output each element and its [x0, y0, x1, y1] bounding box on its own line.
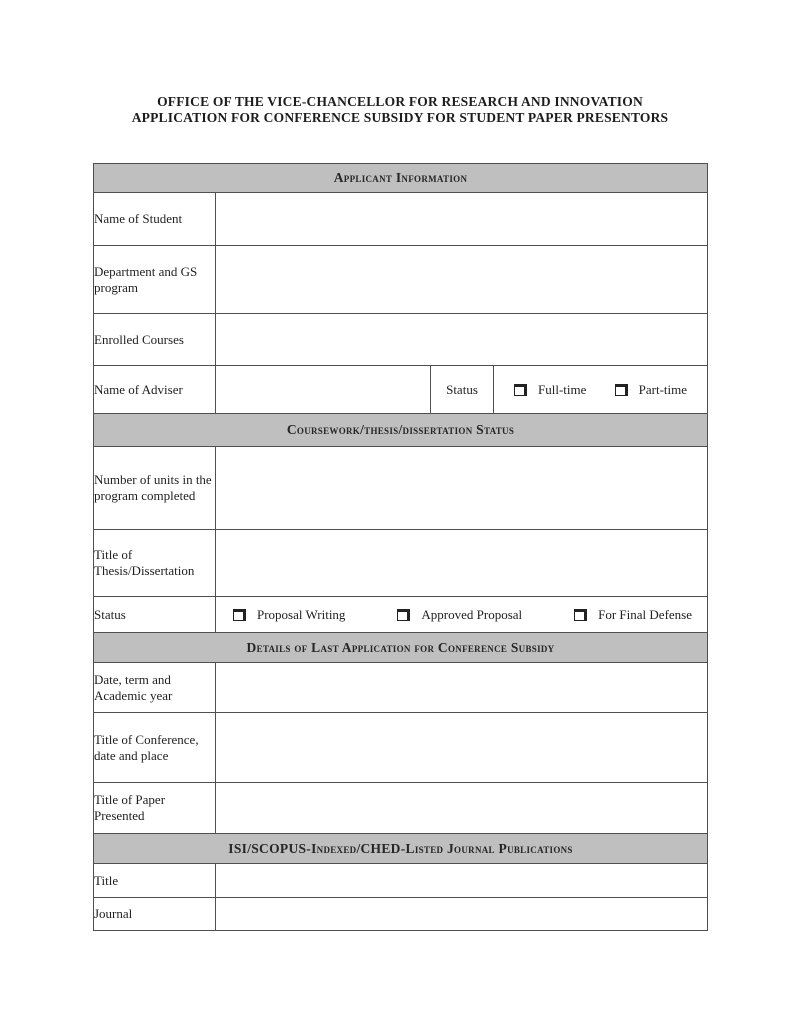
checkbox-icon[interactable]: [397, 609, 410, 621]
label-publication-title: Title: [94, 864, 216, 898]
label-thesis-title: Title of Thesis/Dissertation: [94, 530, 216, 597]
conference-title-date-place-input-cell[interactable]: [216, 713, 708, 783]
enrolled-courses-input-cell[interactable]: [216, 314, 708, 366]
checkbox-icon[interactable]: [574, 609, 587, 621]
paper-title-presented-input-cell[interactable]: [216, 783, 708, 834]
label-publication-journal: Journal: [94, 898, 216, 931]
name-of-adviser-input-cell[interactable]: [216, 366, 431, 414]
final-defense-option-label: For Final Defense: [598, 606, 692, 622]
label-adviser-status: Status: [431, 366, 494, 414]
fulltime-option-label: Full-time: [538, 381, 587, 397]
label-name-of-student: Name of Student: [94, 193, 216, 246]
parttime-option-label: Part-time: [638, 381, 688, 397]
checkbox-icon[interactable]: [514, 384, 527, 396]
label-enrolled-courses: Enrolled Courses: [94, 314, 216, 366]
label-conference-title-date-place: Title of Conference, date and place: [94, 713, 216, 783]
publication-title-input-cell[interactable]: [216, 864, 708, 898]
checkbox-icon[interactable]: [233, 609, 246, 621]
section-header-applicant-information: Applicant Information: [94, 164, 708, 193]
approved-proposal-checkbox-option[interactable]: [397, 607, 522, 623]
parttime-checkbox-option[interactable]: [615, 382, 687, 398]
approved-proposal-option-label: Approved Proposal: [421, 606, 523, 622]
label-units-completed: Number of units in the program completed: [94, 447, 216, 530]
proposal-writing-option-label: Proposal Writing: [257, 606, 346, 622]
final-defense-checkbox-option[interactable]: [574, 607, 692, 623]
date-term-academic-year-input-cell[interactable]: [216, 663, 708, 713]
document-title-line2: APPLICATION FOR CONFERENCE SUBSIDY FOR STUDENT PAPER PRESENTORS: [131, 110, 669, 125]
adviser-status-options-cell: [494, 366, 708, 414]
label-paper-title-presented: Title of Paper Presented: [94, 783, 216, 834]
thesis-title-input-cell[interactable]: [216, 530, 708, 597]
label-department-gs-program: Department and GS program: [94, 246, 216, 314]
label-name-of-adviser: Name of Adviser: [94, 366, 216, 414]
label-coursework-status: Status: [94, 597, 216, 633]
label-date-term-academic-year: Date, term and Academic year: [94, 663, 216, 713]
department-gs-program-input-cell[interactable]: [216, 246, 708, 314]
checkbox-icon[interactable]: [615, 384, 628, 396]
units-completed-input-cell[interactable]: [216, 447, 708, 530]
name-of-student-input-cell[interactable]: [216, 193, 708, 246]
proposal-writing-checkbox-option[interactable]: [233, 607, 345, 623]
coursework-status-options-cell: [216, 597, 708, 633]
application-form-table: [93, 163, 708, 931]
section-header-last-application: Details of Last Application for Conference Subsidy: [94, 633, 708, 663]
document-title-line1: OFFICE OF THE VICE-CHANCELLOR FOR RESEARCH AND INNOVATION: [157, 94, 643, 109]
fulltime-checkbox-option[interactable]: [514, 382, 586, 398]
document-title: [0, 94, 800, 126]
section-header-journal-publications: ISI/SCOPUS-Indexed/CHED-Listed Journal Publications: [94, 834, 708, 864]
section-header-coursework-status: Coursework/thesis/dissertation Status: [94, 414, 708, 447]
publication-journal-input-cell[interactable]: [216, 898, 708, 931]
